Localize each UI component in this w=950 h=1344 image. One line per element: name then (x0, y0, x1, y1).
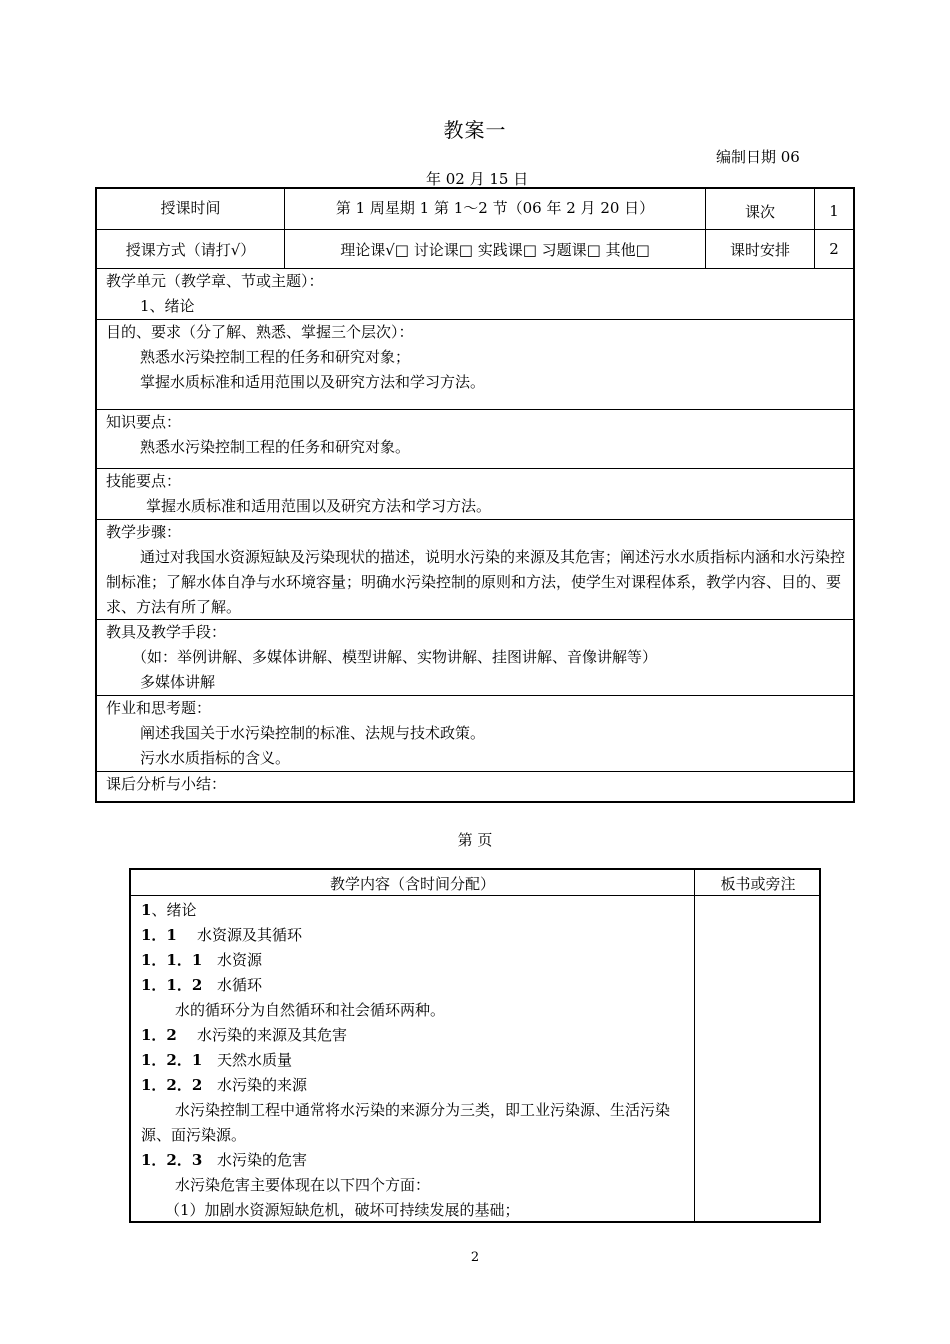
teaching-steps-heading: 教学步骤： (106, 523, 182, 541)
teaching-unit-section (106, 269, 847, 319)
section-title: 水资源 (217, 951, 263, 969)
page-label: 第 页 (457, 831, 493, 849)
lesson-plan-table (95, 187, 855, 803)
teaching-mode-label: 授课方式（请打√） (125, 240, 256, 259)
content-line (141, 923, 689, 948)
section-number: 1．1 (141, 926, 177, 944)
content-line (141, 1073, 689, 1098)
content-line (141, 948, 689, 973)
teaching-steps-section (106, 520, 847, 620)
skill-points-heading: 技能要点： (106, 472, 182, 490)
section-number: 1．2．2 (141, 1076, 203, 1094)
section-title: 、绪论 (151, 901, 197, 919)
section-title: 水污染的危害 (217, 1151, 308, 1169)
summary-heading: 课后分析与小结： (106, 775, 227, 793)
teaching-unit-heading: 教学单元（教学章、节或主题）： (106, 272, 324, 290)
knowledge-points-heading: 知识要点： (106, 413, 182, 431)
skill-points-line: 掌握水质标准和适用范围以及研究方法和学习方法。 (146, 497, 492, 515)
content-line (141, 1148, 689, 1173)
homework-heading: 作业和思考题： (106, 699, 212, 717)
homework-line: 污水水质指标的含义。 (140, 749, 291, 767)
teaching-unit-content: 1、绪论 (140, 297, 195, 315)
section-number: 1．2．1 (141, 1051, 203, 1069)
section-title: 水资源及其循环 (197, 926, 303, 944)
section-title: 水循环 (217, 976, 263, 994)
section-number: 1．1．2 (141, 976, 203, 994)
objectives-line: 掌握水质标准和适用范围以及研究方法和学习方法。 (140, 373, 486, 391)
compile-date-line2: 年 02 月 15 日 (426, 170, 529, 188)
lesson-time-value: 第 1 周星期 1 第 1～2 节（06 年 2 月 20 日） (335, 198, 655, 217)
teaching-steps-text: 通过对我国水资源短缺及污染现状的描述，说明水污染的来源及其危害；阐述污水水质指标内涵和水污染控制标准；了解水体自净与水环境容量；明确水污染控制的原则和方法，使学生对课程体系，教学内容、目的、要求、方法有所了解。 (106, 548, 846, 616)
content-line (141, 1023, 689, 1048)
section-title: 天然水质量 (217, 1051, 293, 1069)
content-line (141, 973, 689, 998)
lesson-number-label: 课次 (744, 202, 775, 221)
teaching-content-body (141, 898, 689, 1223)
homework-line: 阐述我国关于水污染控制的标准、法规与技术政策。 (140, 724, 486, 742)
content-line (141, 1048, 689, 1073)
content-line: 水污染危害主要体现在以下四个方面： (175, 1176, 431, 1194)
objectives-section (106, 320, 847, 395)
teaching-tools-method: 多媒体讲解 (140, 673, 216, 691)
content-paragraph: 水污染控制工程中通常将水污染的来源分为三类，即工业污染源、生活污染源、面污染源。 (141, 1101, 671, 1144)
section-number: 1．2 (141, 1026, 177, 1044)
section-number: 1 (141, 901, 152, 919)
lesson-number-value: 1 (829, 202, 839, 220)
homework-section (106, 696, 847, 771)
lesson-time-label: 授课时间 (160, 198, 221, 217)
content-line: （1）加剧水资源短缺危机，破坏可持续发展的基础； (165, 1201, 520, 1219)
content-column-header: 教学内容（含时间分配） (329, 874, 495, 893)
section-title: 水污染的来源 (217, 1076, 308, 1094)
notes-column-header: 板书或旁注 (720, 874, 796, 893)
knowledge-points-section (106, 410, 847, 460)
teaching-content-table (129, 868, 821, 1223)
class-hours-value: 2 (829, 240, 839, 258)
objectives-line: 熟悉水污染控制工程的任务和研究对象； (140, 348, 411, 366)
document-title: 教案一 (443, 118, 507, 142)
teaching-tools-examples: （如：举例讲解、多媒体讲解、模型讲解、实物讲解、挂图讲解、音像讲解等） (132, 648, 658, 666)
summary-section (106, 772, 847, 797)
objectives-heading: 目的、要求（分了解、熟悉、掌握三个层次）： (106, 323, 414, 341)
section-number: 1．1．1 (141, 951, 203, 969)
teaching-mode-value: 理论课√□ 讨论课□ 实践课□ 习题课□ 其他□ (340, 240, 650, 259)
section-number: 1．2．3 (141, 1151, 203, 1169)
class-hours-label: 课时安排 (729, 240, 790, 259)
page-number: 2 (470, 1250, 480, 1265)
compile-date-line1: 编制日期 06 (716, 148, 800, 166)
content-line (141, 898, 689, 923)
teaching-tools-section (106, 620, 847, 695)
section-title: 水污染的来源及其危害 (197, 1026, 348, 1044)
skill-points-section (106, 469, 847, 519)
content-line: 水的循环分为自然循环和社会循环两种。 (175, 1001, 446, 1019)
knowledge-points-line: 熟悉水污染控制工程的任务和研究对象。 (140, 438, 411, 456)
teaching-tools-heading: 教具及教学手段： (106, 623, 227, 641)
